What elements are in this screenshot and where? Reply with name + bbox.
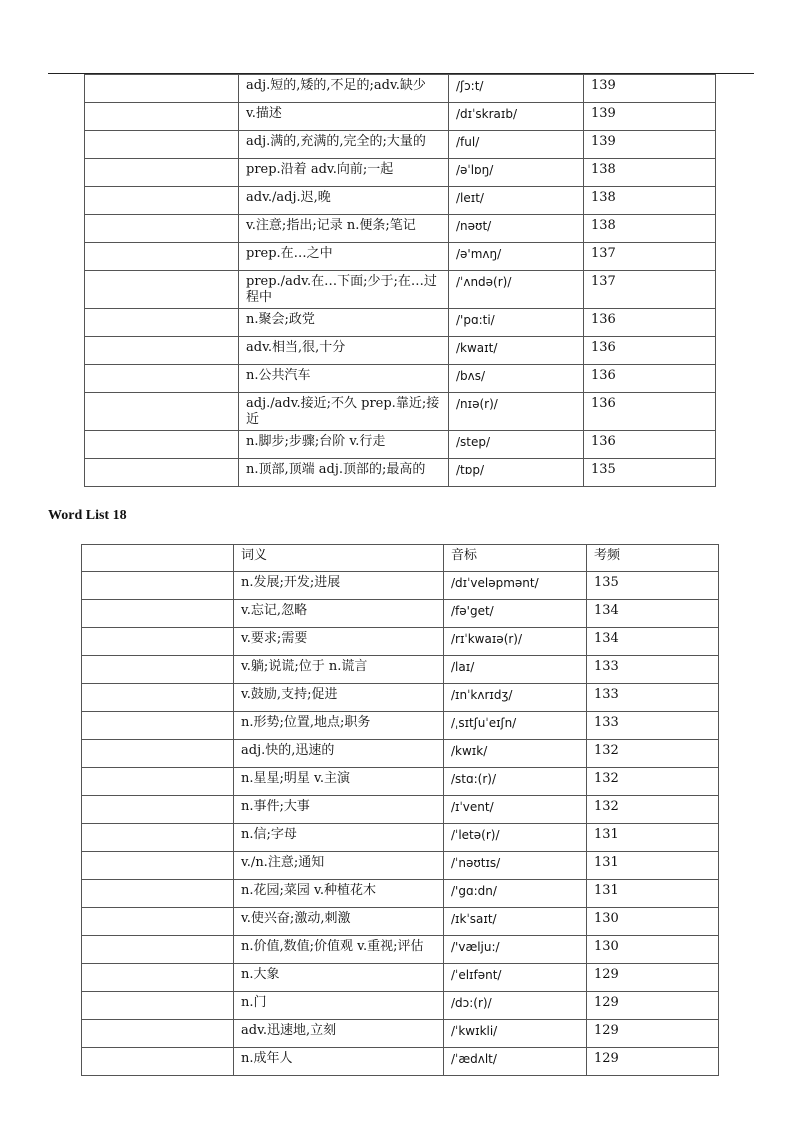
word-cell <box>85 131 239 159</box>
word-cell <box>82 684 234 712</box>
frequency-cell: 138 <box>584 159 716 187</box>
meaning-cell: v.鼓励,支持;促进 <box>234 684 444 712</box>
table-row <box>85 365 716 393</box>
meaning-cell: n.成年人 <box>234 1048 444 1076</box>
meaning-cell: v.注意;指出;记录 n.便条;笔记 <box>239 215 449 243</box>
frequency-cell: 136 <box>584 337 716 365</box>
word-cell <box>85 365 239 393</box>
frequency-cell: 137 <box>584 243 716 271</box>
table-row <box>82 600 719 628</box>
table-row <box>82 1048 719 1076</box>
frequency-cell: 134 <box>587 600 719 628</box>
word-cell <box>82 740 234 768</box>
table-row <box>82 992 719 1020</box>
header-word <box>82 545 234 572</box>
table-row <box>85 187 716 215</box>
word-cell <box>82 656 234 684</box>
phonetic-cell: /ˈʌndə(r)/ <box>449 271 584 309</box>
frequency-cell: 138 <box>584 215 716 243</box>
word-cell <box>85 337 239 365</box>
meaning-cell: n.信;字母 <box>234 824 444 852</box>
meaning-cell: n.形势;位置,地点;职务 <box>234 712 444 740</box>
table-row <box>82 768 719 796</box>
word-cell <box>82 1020 234 1048</box>
meaning-cell: adj.快的,迅速的 <box>234 740 444 768</box>
frequency-cell: 131 <box>587 880 719 908</box>
frequency-cell: 131 <box>587 852 719 880</box>
word-cell <box>85 75 239 103</box>
meaning-cell: n.脚步;步骤;台阶 v.行走 <box>239 431 449 459</box>
word-cell <box>82 964 234 992</box>
table-row <box>85 159 716 187</box>
meaning-cell: v./n.注意;通知 <box>234 852 444 880</box>
meaning-cell: v.描述 <box>239 103 449 131</box>
word-cell <box>82 768 234 796</box>
frequency-cell: 129 <box>587 1048 719 1076</box>
phonetic-cell: /ˈnəʊtɪs/ <box>444 852 587 880</box>
frequency-cell: 139 <box>584 75 716 103</box>
meaning-cell: prep.沿着 adv.向前;一起 <box>239 159 449 187</box>
word-cell <box>82 880 234 908</box>
word-cell <box>82 572 234 600</box>
phonetic-cell: /dɪˈskraɪb/ <box>449 103 584 131</box>
table-row <box>85 271 716 309</box>
word-cell <box>85 271 239 309</box>
meaning-cell: v.躺;说谎;位于 n.谎言 <box>234 656 444 684</box>
meaning-cell: adj./adv.接近;不久 prep.靠近;接近 <box>239 393 449 431</box>
frequency-cell: 129 <box>587 992 719 1020</box>
phonetic-cell: /əˈlɒŋ/ <box>449 159 584 187</box>
meaning-cell: adj.短的,矮的,不足的;adv.缺少 <box>239 75 449 103</box>
table-row <box>82 684 719 712</box>
meaning-cell: n.星星;明星 v.主演 <box>234 768 444 796</box>
frequency-cell: 135 <box>587 572 719 600</box>
frequency-cell: 129 <box>587 1020 719 1048</box>
word-cell <box>82 628 234 656</box>
frequency-cell: 136 <box>584 309 716 337</box>
meaning-cell: prep./adv.在…下面;少于;在…过程中 <box>239 271 449 309</box>
table-row <box>82 880 719 908</box>
frequency-cell: 132 <box>587 768 719 796</box>
phonetic-cell: /dɔ:(r)/ <box>444 992 587 1020</box>
phonetic-cell: /ˈædʌlt/ <box>444 1048 587 1076</box>
table-row <box>82 824 719 852</box>
frequency-cell: 138 <box>584 187 716 215</box>
frequency-cell: 134 <box>587 628 719 656</box>
word-table-18-body <box>82 572 719 1076</box>
word-cell <box>82 852 234 880</box>
phonetic-cell: /ɪˈvent/ <box>444 796 587 824</box>
frequency-cell: 136 <box>584 393 716 431</box>
frequency-cell: 130 <box>587 936 719 964</box>
meaning-cell: n.发展;开发;进展 <box>234 572 444 600</box>
word-cell <box>85 431 239 459</box>
phonetic-cell: /ˌsɪtʃuˈeɪʃn/ <box>444 712 587 740</box>
table-row <box>82 852 719 880</box>
table-row <box>82 1020 719 1048</box>
table-row <box>82 796 719 824</box>
header-frequency: 考频 <box>587 545 719 572</box>
word-cell <box>82 992 234 1020</box>
table-row <box>85 103 716 131</box>
table-row <box>85 459 716 487</box>
phonetic-cell: /stɑ:(r)/ <box>444 768 587 796</box>
word-table-17 <box>84 74 716 487</box>
word-table-18 <box>81 544 719 1076</box>
frequency-cell: 133 <box>587 712 719 740</box>
phonetic-cell: /ə'mʌŋ/ <box>449 243 584 271</box>
phonetic-cell: /rɪˈkwaɪə(r)/ <box>444 628 587 656</box>
phonetic-cell: /'pɑ:ti/ <box>449 309 584 337</box>
section-title: Word List 18 <box>48 508 127 523</box>
table-header-row <box>82 545 719 572</box>
word-cell <box>85 215 239 243</box>
word-cell <box>85 393 239 431</box>
frequency-cell: 132 <box>587 796 719 824</box>
frequency-cell: 133 <box>587 656 719 684</box>
frequency-cell: 135 <box>584 459 716 487</box>
phonetic-cell: /'gɑ:dn/ <box>444 880 587 908</box>
meaning-cell: prep.在…之中 <box>239 243 449 271</box>
word-cell <box>82 712 234 740</box>
table-row <box>82 656 719 684</box>
table-row <box>85 215 716 243</box>
meaning-cell: adv.相当,很,十分 <box>239 337 449 365</box>
table-row <box>85 337 716 365</box>
phonetic-cell: /nɪə(r)/ <box>449 393 584 431</box>
frequency-cell: 130 <box>587 908 719 936</box>
table-row <box>82 712 719 740</box>
word-cell <box>85 103 239 131</box>
table-row <box>85 243 716 271</box>
phonetic-cell: /nəʊt/ <box>449 215 584 243</box>
phonetic-cell: /ʃɔ:t/ <box>449 75 584 103</box>
word-cell <box>82 908 234 936</box>
phonetic-cell: /ˈelɪfənt/ <box>444 964 587 992</box>
phonetic-cell: /tɒp/ <box>449 459 584 487</box>
meaning-cell: n.花园;菜园 v.种植花木 <box>234 880 444 908</box>
meaning-cell: v.忘记,忽略 <box>234 600 444 628</box>
meaning-cell: n.顶部,顶端 adj.顶部的;最高的 <box>239 459 449 487</box>
phonetic-cell: /kwaɪt/ <box>449 337 584 365</box>
table-row <box>82 908 719 936</box>
meaning-cell: n.事件;大事 <box>234 796 444 824</box>
meaning-cell: n.聚会;政党 <box>239 309 449 337</box>
meaning-cell: adv.迅速地,立刻 <box>234 1020 444 1048</box>
word-cell <box>85 309 239 337</box>
meaning-cell: n.大象 <box>234 964 444 992</box>
header-phonetic: 音标 <box>444 545 587 572</box>
frequency-cell: 133 <box>587 684 719 712</box>
meaning-cell: v.要求;需要 <box>234 628 444 656</box>
phonetic-cell: /fə'get/ <box>444 600 587 628</box>
table-row <box>82 572 719 600</box>
word-cell <box>85 243 239 271</box>
word-cell <box>82 796 234 824</box>
table-row <box>82 936 719 964</box>
phonetic-cell: /kwɪk/ <box>444 740 587 768</box>
phonetic-cell: /ˈletə(r)/ <box>444 824 587 852</box>
table-row <box>82 740 719 768</box>
frequency-cell: 131 <box>587 824 719 852</box>
word-cell <box>85 187 239 215</box>
table-row <box>85 131 716 159</box>
phonetic-cell: /laɪ/ <box>444 656 587 684</box>
meaning-cell: n.门 <box>234 992 444 1020</box>
table-row <box>82 628 719 656</box>
meaning-cell: v.使兴奋;激动,刺激 <box>234 908 444 936</box>
phonetic-cell: /'vælju:/ <box>444 936 587 964</box>
frequency-cell: 139 <box>584 103 716 131</box>
phonetic-cell: /ˈkwɪkli/ <box>444 1020 587 1048</box>
phonetic-cell: /leɪt/ <box>449 187 584 215</box>
meaning-cell: adv./adj.迟,晚 <box>239 187 449 215</box>
phonetic-cell: /bʌs/ <box>449 365 584 393</box>
word-cell <box>82 600 234 628</box>
word-cell <box>82 824 234 852</box>
table-row <box>85 393 716 431</box>
table-row <box>85 309 716 337</box>
word-cell <box>82 1048 234 1076</box>
phonetic-cell: /ɪkˈsaɪt/ <box>444 908 587 936</box>
meaning-cell: n.公共汽车 <box>239 365 449 393</box>
table-row <box>82 964 719 992</box>
word-cell <box>85 459 239 487</box>
frequency-cell: 136 <box>584 365 716 393</box>
meaning-cell: n.价值,数值;价值观 v.重视;评估 <box>234 936 444 964</box>
phonetic-cell: /ful/ <box>449 131 584 159</box>
frequency-cell: 136 <box>584 431 716 459</box>
meaning-cell: adj.满的,充满的,完全的;大量的 <box>239 131 449 159</box>
frequency-cell: 132 <box>587 740 719 768</box>
table-row <box>85 431 716 459</box>
frequency-cell: 129 <box>587 964 719 992</box>
word-cell <box>82 936 234 964</box>
table-row <box>85 75 716 103</box>
header-meaning: 词义 <box>234 545 444 572</box>
word-cell <box>85 159 239 187</box>
phonetic-cell: /step/ <box>449 431 584 459</box>
frequency-cell: 139 <box>584 131 716 159</box>
word-table-17-body <box>85 75 716 487</box>
phonetic-cell: /dɪˈveləpmənt/ <box>444 572 587 600</box>
frequency-cell: 137 <box>584 271 716 309</box>
phonetic-cell: /ɪnˈkʌrɪdʒ/ <box>444 684 587 712</box>
